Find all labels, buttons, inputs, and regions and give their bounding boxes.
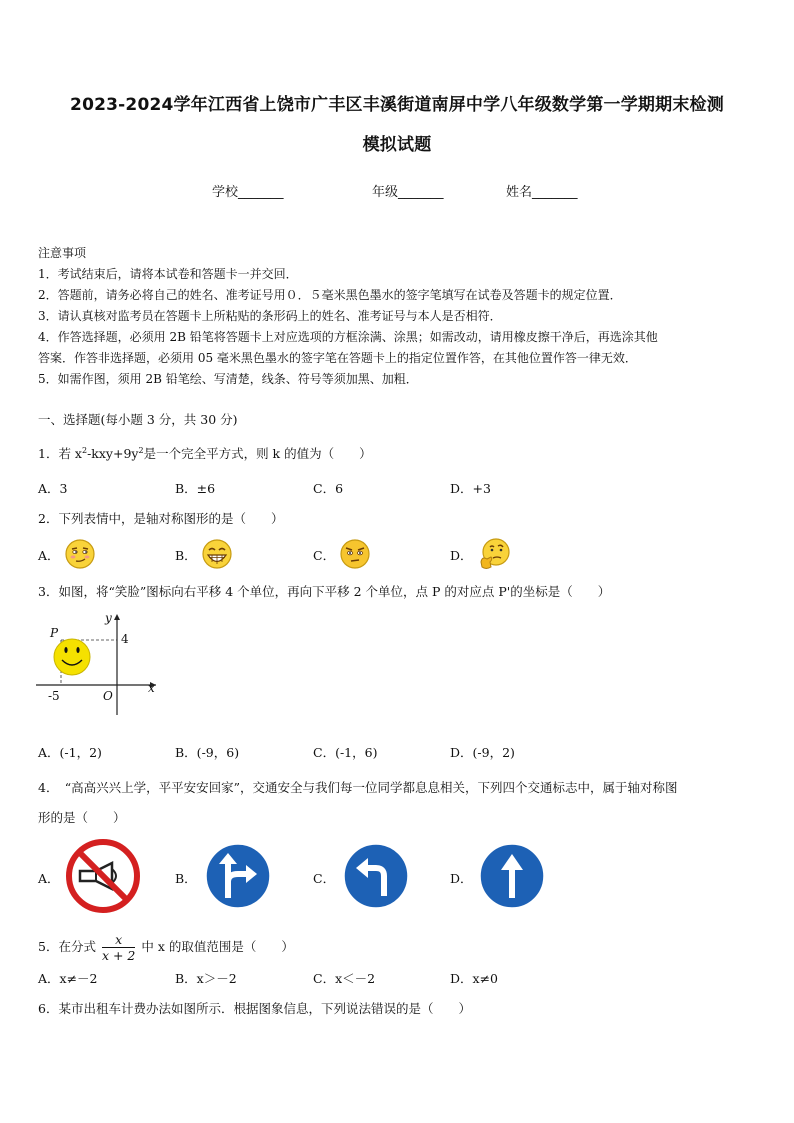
q2-option-a: A．	[38, 548, 60, 563]
q5-post: 中 x 的取值范围是（ ）	[141, 939, 294, 954]
q2-option-d: D．	[450, 548, 473, 563]
q3-option-a: A．(-1，2)	[38, 745, 102, 760]
straight-or-right-sign-icon	[204, 842, 272, 910]
q3-option-b: B．(-9，6)	[175, 745, 240, 760]
q1-option-c: C．6	[313, 481, 344, 496]
thinking-emoji-icon	[478, 537, 512, 571]
smiley-face-icon	[54, 639, 90, 675]
school-field: 学校_______	[212, 185, 284, 200]
q3-option-d: D．(-9，2)	[450, 745, 515, 760]
q4-option-d: D．	[450, 871, 473, 886]
question-2: 2．下列表情中，是轴对称图形的是（ ）	[38, 511, 284, 526]
grade-field: 年级_______	[372, 185, 444, 200]
name-field: 姓名_______	[506, 185, 578, 200]
q5-option-a: A．x≠－2	[38, 971, 98, 986]
note-item: 3．请认真核对监考员在答题卡上所粘贴的条形码上的姓名、准考证号与本人是否相符．	[38, 309, 502, 323]
note-item: 答案．作答非选择题，必须用 05 毫米黑色墨水的签字笔在答题卡上的指定位置作答，在其他位置作答一律无效．	[38, 351, 637, 365]
q1-sup1: 2	[81, 446, 88, 455]
q4-option-a: A．	[38, 871, 60, 886]
q1-sup2: 2	[138, 446, 144, 455]
q2-option-b: B．	[175, 548, 197, 563]
q4-option-b: B．	[175, 871, 197, 886]
note-item: 5．如需作图，须用 2B 铅笔绘、写清楚，线条、符号等须加黑、加粗．	[38, 372, 418, 386]
q1-mid: -kxy+9y	[87, 446, 139, 462]
note-item: 4．作答选择题，必须用 2B 铅笔将答题卡上对应选项的方框涂满、涂黑；如需改动，请用橡皮擦干净后，再选涂其他	[38, 330, 658, 344]
q5-option-c: C．x＜－2	[313, 971, 376, 986]
no-horn-sign-icon	[66, 839, 140, 913]
question-4-line1: 4． “高高兴兴上学，平平安安回家”，交通安全与我们每一位同学都息息相关，下列四个交通标志中，属于轴对称图	[38, 780, 678, 795]
q1-option-b: B．±6	[175, 481, 216, 496]
q5-option-b: B．x＞－2	[175, 971, 237, 986]
note-item: 1．考试结束后，请将本试卷和答题卡一并交回．	[38, 267, 298, 281]
grin-emoji-icon	[201, 538, 233, 570]
q1-option-a: A．3	[38, 481, 68, 496]
section-heading: 一、选择题(每小题 3 分，共 30 分)	[38, 412, 238, 427]
note-item: 2．答题前，请务必将自己的姓名、准考证号用０．５毫米黑色墨水的签字笔填写在试卷及答题卡的规定位置．	[38, 288, 622, 302]
q1-pre: 1．若 x	[38, 446, 82, 462]
squint-emoji-icon	[339, 538, 371, 570]
smirk-emoji-icon	[64, 538, 96, 570]
q5-denominator: x + 2	[101, 948, 136, 963]
q4-option-c: C．	[313, 871, 336, 886]
exam-title-line2: 模拟试题	[362, 135, 432, 155]
straight-only-sign-icon	[478, 842, 546, 910]
q5-fraction	[102, 932, 135, 963]
tick-label-minus5: -5	[48, 689, 60, 703]
y-axis-label: y	[105, 611, 112, 625]
question-6: 6．某市出租车计费办法如图所示．根据图象信息，下列说法错误的是（ ）	[38, 1001, 471, 1016]
question-3: 3．如图，将“笑脸”图标向右平移 4 个单位，再向下平移 2 个单位，点 P 的对应点 P'的坐标是（ ）	[38, 584, 611, 599]
exam-title-line1: 2023-2024学年江西省上饶市广丰区丰溪街道南屏中学八年级数学第一学期期末检测	[70, 95, 724, 115]
q1-option-d: D．+3	[450, 481, 491, 496]
notes-heading: 注意事项	[38, 246, 87, 260]
x-axis-label: x	[148, 681, 155, 695]
question-4-line2: 形的是（ ）	[38, 810, 126, 825]
question-1	[38, 442, 372, 463]
point-p-label: P	[50, 626, 59, 640]
tick-label-4: 4	[121, 632, 129, 646]
q5-numerator: x	[102, 932, 135, 948]
q2-option-c: C．	[313, 548, 336, 563]
q5-option-d: D．x≠0	[450, 971, 498, 986]
q1-post: 是一个完全平方式，则 k 的值为（ ）	[143, 446, 372, 462]
turn-left-sign-icon	[342, 842, 410, 910]
q3-option-c: C．(-1，6)	[313, 745, 378, 760]
q5-pre: 5．在分式	[38, 939, 96, 954]
origin-label: O	[103, 689, 113, 703]
question-5	[38, 932, 294, 963]
